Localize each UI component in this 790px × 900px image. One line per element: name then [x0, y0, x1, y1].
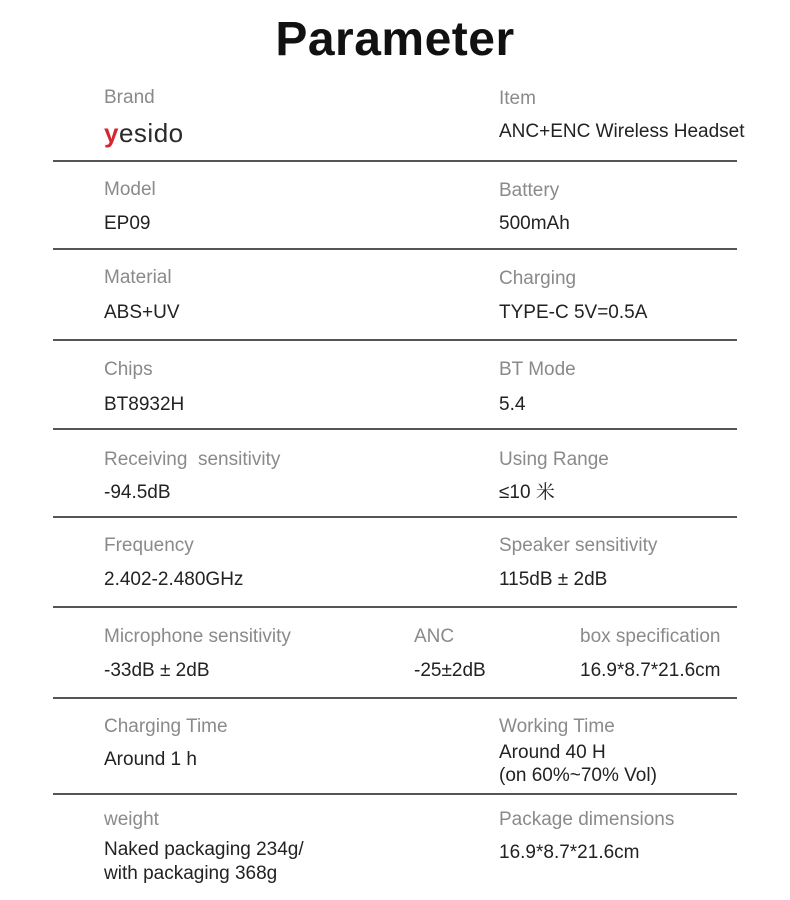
- chips-value: BT8932H: [104, 394, 185, 415]
- weight-value-naked: Naked packaging 234g/: [104, 839, 304, 860]
- divider: [53, 428, 737, 430]
- box-specification-label: box specification: [580, 626, 721, 647]
- working-time-label: Working Time: [499, 716, 615, 737]
- receiving-sensitivity-label: Receiving sensitivity: [104, 449, 281, 470]
- package-dimensions-label: Package dimensions: [499, 809, 675, 830]
- divider: [53, 606, 737, 608]
- working-time-value: Around 40 H: [499, 742, 606, 763]
- brand-label: Brand: [104, 87, 155, 108]
- microphone-sensitivity-value: -33dB ± 2dB: [104, 660, 210, 681]
- weight-value-packaged: with packaging 368g: [104, 863, 278, 884]
- working-time-note: (on 60%~70% Vol): [499, 765, 657, 786]
- microphone-sensitivity-label: Microphone sensitivity: [104, 626, 291, 647]
- frequency-label: Frequency: [104, 535, 194, 556]
- material-value: ABS+UV: [104, 302, 180, 323]
- package-dimensions-value: 16.9*8.7*21.6cm: [499, 842, 640, 863]
- divider: [53, 516, 737, 518]
- model-label: Model: [104, 179, 156, 200]
- battery-label: Battery: [499, 180, 560, 201]
- item-value: ANC+ENC Wireless Headset: [499, 121, 745, 142]
- using-range-value: ≤10 米: [499, 482, 555, 503]
- divider: [53, 248, 737, 250]
- using-range-label: Using Range: [499, 449, 609, 470]
- box-specification-value: 16.9*8.7*21.6cm: [580, 660, 721, 681]
- page-title: Parameter: [275, 13, 515, 66]
- bt-mode-label: BT Mode: [499, 359, 576, 380]
- bt-mode-value: 5.4: [499, 394, 526, 415]
- anc-label: ANC: [414, 626, 455, 647]
- yesido-logo: yesido: [104, 118, 184, 148]
- battery-value: 500mAh: [499, 213, 570, 234]
- frequency-value: 2.402-2.480GHz: [104, 569, 244, 590]
- divider: [53, 793, 737, 795]
- charging-time-label: Charging Time: [104, 716, 228, 737]
- material-label: Material: [104, 267, 172, 288]
- speaker-sensitivity-value: 115dB ± 2dB: [499, 569, 608, 590]
- charging-time-value: Around 1 h: [104, 749, 197, 770]
- divider: [53, 160, 737, 162]
- divider: [53, 339, 737, 341]
- charging-value: TYPE-C 5V=0.5A: [499, 302, 648, 323]
- weight-label: weight: [104, 809, 159, 830]
- model-value: EP09: [104, 213, 151, 234]
- speaker-sensitivity-label: Speaker sensitivity: [499, 535, 658, 556]
- anc-value: -25±2dB: [414, 660, 486, 681]
- item-label: Item: [499, 88, 536, 109]
- divider: [53, 697, 737, 699]
- receiving-sensitivity-value: -94.5dB: [104, 482, 171, 503]
- charging-label: Charging: [499, 268, 577, 289]
- chips-label: Chips: [104, 359, 153, 380]
